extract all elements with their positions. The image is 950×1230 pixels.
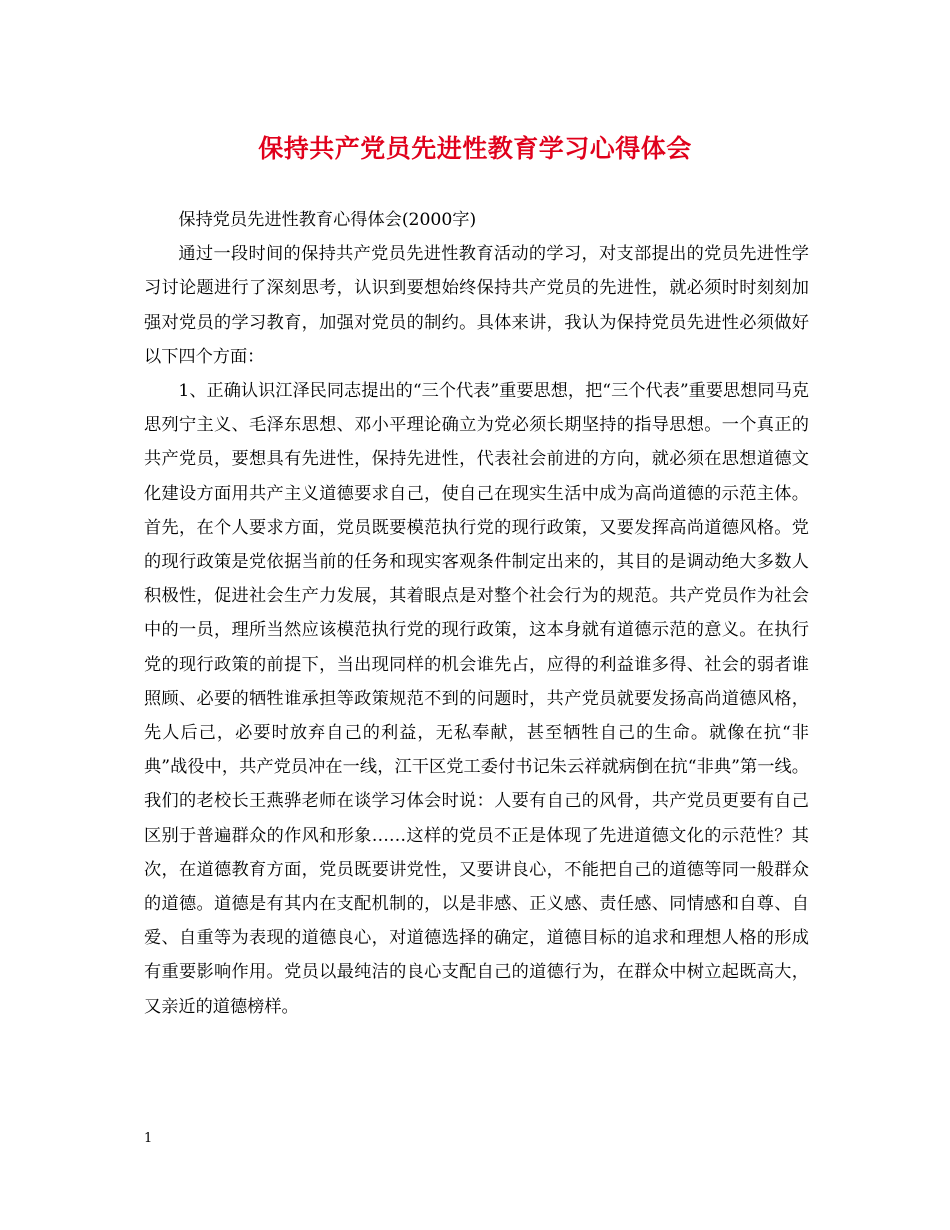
- document-body: [144, 203, 809, 1024]
- paragraph-point-1: 1、正确认识江泽民同志提出的“三个代表”重要思想，把“三个代表”重要思想同马克思列宁主义、毛泽东思想、邓小平理论确立为党必须长期坚持的指导思想。一个真正的共产党员，要想具有先进性，保持先进性，代表社会前进的方向，就必须在思想道德文化建设方面用共产主义道德要求自己，使自己在现实生活中成为高尚道德的示范主体。首先，在个人要求方面，党员既要模范执行党的现行政策，又要发挥高尚道德风格。党的现行政策是党依据当前的任务和现实客观条件制定出来的，其目的是调动绝大多数人积极性，促进社会生产力发展，其着眼点是对整个社会行为的规范。共产党员作为社会中的一员，理所当然应该模范执行党的现行政策，这本身就有道德示范的意义。在执行党的现行政策的前提下，当出现同样的机会谁先占，应得的利益谁多得、社会的弱者谁照顾、必要的牺牲谁承担等政策规范不到的问题时，共产党员就要发扬高尚道德风格，先人后己，必要时放弃自己的利益，无私奉献，甚至牺牲自己的生命。就像在抗“非典”战役中，共产党员冲在一线，江干区党工委付书记朱云祥就病倒在抗“非典”第一线。我们的老校长王燕骅老师在谈学习体会时说：人要有自己的风骨，共产党员更要有自己区别于普遍群众的作风和形象……这样的党员不正是体现了先进道德文化的示范性？其次，在道德教育方面，党员既要讲党性，又要讲良心，不能把自己的道德等同一般群众的道德。道德是有其内在支配机制的，以是非感、正义感、责任感、同情感和自尊、自爱、自重等为表现的道德良心，对道德选择的确定，道德目标的追求和理想人格的形成有重要影响作用。党员以最纯洁的良心支配自己的道德行为，在群众中树立起既高大，又亲近的道德榜样。: [144, 381, 809, 1017]
- page-number: 1: [144, 1131, 153, 1146]
- document-title: 保持共产党员先进性教育学习心得体会: [258, 134, 692, 163]
- paragraph-intro: 通过一段时间的保持共产党员先进性教育活动的学习，对支部提出的党员先进性学习讨论题进行了深刻思考，认识到要想始终保持共产党员的先进性，就必须时时刻刻加强对党员的学习教育，加强对党员的制约。具体来讲，我认为保持党员先进性必须做好以下四个方面：: [144, 244, 809, 367]
- paragraph-subtitle: 保持党员先进性教育心得体会(2000字): [178, 210, 477, 230]
